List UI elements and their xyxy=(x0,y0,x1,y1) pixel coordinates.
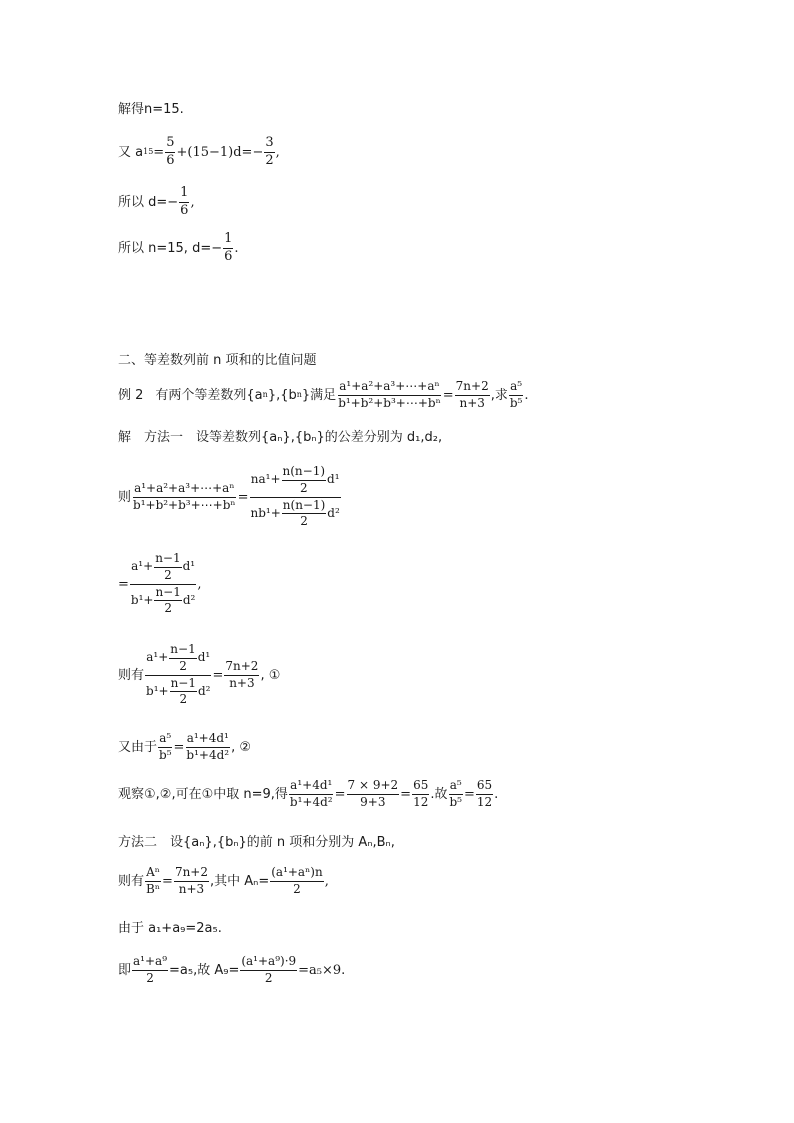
fraction-a5-b5 xyxy=(509,380,524,411)
example-text: }满足 xyxy=(301,387,337,403)
method-2-text: 方法二 设{aₙ},{bₙ}的前 n 项和分别为 Aₙ,Bₙ, xyxy=(118,835,395,850)
fraction-num: 5 xyxy=(165,136,175,153)
equals-sign: = xyxy=(237,489,249,505)
a15-expression: +(15−1)d=− xyxy=(176,144,264,160)
fraction-den: Bⁿ xyxy=(146,881,161,896)
a1-a9-line xyxy=(118,922,222,935)
fraction-num: a¹+4d¹ xyxy=(186,732,230,748)
fraction-den: 2 xyxy=(300,514,308,529)
fraction-den: n+3 xyxy=(459,395,485,410)
fraction-den: b¹+b²+b³+⋯+bⁿ xyxy=(133,497,236,512)
fraction-den: b¹+b²+b³+⋯+bⁿ xyxy=(338,395,441,410)
fraction-den: 2 xyxy=(179,692,188,707)
inner-fraction xyxy=(282,465,327,496)
term: d² xyxy=(182,592,196,607)
fraction-65-12 xyxy=(412,779,429,810)
fraction-den: b⁵ xyxy=(159,747,172,762)
fraction-num: 7n+2 xyxy=(174,866,209,882)
equals-sign: = xyxy=(162,873,173,889)
fraction-num: n−1 xyxy=(170,677,197,693)
section-heading xyxy=(118,354,317,367)
term: a¹+ xyxy=(146,650,169,665)
punct: , xyxy=(190,194,195,210)
fraction-num: a⁵ xyxy=(449,779,463,795)
inner-fraction xyxy=(154,586,181,617)
method-1-intro xyxy=(118,431,442,444)
fraction-7n2-n3 xyxy=(455,380,490,411)
fraction-num: a¹+4d¹ xyxy=(289,779,333,795)
fraction-num: a¹+a²+a³+⋯+aⁿ xyxy=(338,380,440,396)
term: nb¹+ xyxy=(250,505,281,520)
solve-n-line xyxy=(118,103,184,116)
fraction-den: n+3 xyxy=(229,675,255,690)
fraction-7n2-n3 xyxy=(174,866,209,897)
fraction-65-12-answer xyxy=(476,779,493,810)
equals-sign: = xyxy=(442,387,454,403)
term: na¹+ xyxy=(250,472,281,487)
fraction-3-2 xyxy=(264,136,274,169)
prefix: 又由于 xyxy=(118,739,158,755)
inner-fraction xyxy=(154,552,181,583)
fraction-num: a¹+a⁹ xyxy=(132,955,168,971)
fraction-den: 12 xyxy=(476,794,493,809)
fraction-den xyxy=(250,498,341,530)
fraction-num: 7n+2 xyxy=(455,380,490,396)
inner-fraction xyxy=(170,677,197,708)
fraction-7n2-n3 xyxy=(224,660,259,691)
fraction-num xyxy=(130,552,196,585)
fraction-a5-b5 xyxy=(448,779,463,810)
equation-1-line xyxy=(118,643,280,707)
fraction-num: 1 xyxy=(223,232,233,249)
fraction-An-formula xyxy=(270,866,323,897)
equation-marker-2: , ② xyxy=(231,739,252,755)
fraction-den: 2 xyxy=(179,658,187,673)
fraction-num: (a¹+aⁿ)n xyxy=(270,866,323,882)
solve-n-text: 解得n=15. xyxy=(118,102,184,117)
term: a¹+ xyxy=(131,559,154,574)
fraction-num: n−1 xyxy=(154,586,181,602)
fraction-den: b¹+4d² xyxy=(186,747,230,762)
fraction-substituted xyxy=(347,779,400,810)
punct: , xyxy=(324,873,329,889)
term: d¹ xyxy=(327,472,340,487)
fraction-5-6 xyxy=(165,136,175,169)
a9-end-text: =a₅×9. xyxy=(298,962,346,978)
equals-sign: = xyxy=(153,144,165,160)
section-heading-text: 二、等差数列前 n 项和的比值问题 xyxy=(118,353,317,368)
conclusion-line xyxy=(118,232,239,265)
a1-a9-text: 由于 a₁+a₉=2a₅. xyxy=(118,921,222,936)
prefix: 则有 xyxy=(118,667,145,683)
term: b¹+ xyxy=(146,683,169,698)
punct: . xyxy=(234,240,239,256)
term: b¹+ xyxy=(130,592,154,607)
fraction-num: n−1 xyxy=(169,643,196,659)
fraction-den: 2 xyxy=(146,970,154,985)
fraction-1-6 xyxy=(223,232,233,265)
fraction-den: 6 xyxy=(224,248,233,264)
fraction-den xyxy=(145,676,211,708)
fraction-num: 65 xyxy=(476,779,493,795)
equation-1-left-fraction xyxy=(145,643,211,707)
fraction-den: 12 xyxy=(413,794,429,809)
fraction-num: n(n−1) xyxy=(282,465,327,481)
equals-sign: = xyxy=(400,786,412,802)
equals-sign: = xyxy=(463,786,475,802)
prefix: 则有 xyxy=(118,873,145,889)
fraction-A9-formula xyxy=(240,955,297,986)
fraction-den: 2 xyxy=(299,480,308,495)
method-2-intro xyxy=(118,836,395,849)
equals-sign: = xyxy=(212,667,224,683)
a9-sum-line xyxy=(118,955,345,986)
fraction-4d xyxy=(185,732,230,763)
fraction-den: 9+3 xyxy=(360,794,386,809)
fraction-num: n−1 xyxy=(154,552,181,568)
where-text: ,其中 Aₙ= xyxy=(210,873,270,889)
fraction-den: b¹+4d² xyxy=(289,794,333,809)
fraction-den: 2 xyxy=(164,567,172,582)
inner-fraction xyxy=(282,499,327,530)
example-text: 有两个等差数列{a xyxy=(155,387,263,403)
equals-sign: = xyxy=(334,786,346,802)
prefix: 即 xyxy=(118,962,132,978)
fraction-den: n+3 xyxy=(178,881,205,896)
punct: . xyxy=(494,786,499,802)
term: d¹ xyxy=(182,559,196,574)
expanded-ratio-fraction xyxy=(250,465,341,529)
fraction-den: 2 xyxy=(164,601,172,616)
inner-fraction xyxy=(169,643,196,674)
therefore-text: .故 xyxy=(430,786,448,802)
punct: . xyxy=(524,387,529,403)
method-1-text: 解 方法一 设等差数列{aₙ},{bₙ}的公差分别为 d₁,d₂, xyxy=(118,430,443,445)
simplified-ratio-fraction xyxy=(130,552,196,616)
term: d² xyxy=(197,683,211,698)
example-2-line: 例 2 有两个等差数列{a n },{b n }满足 $\frac{\text{a¹+a²+a³+⋯+aⁿ}}{\text{b¹+b²+b³+⋯+bⁿ}}$ = $\frac{7n+2}{n+3}$ ,求 $\frac{\text{a⁵}}{\text{b⁵}}$ . xyxy=(118,379,529,410)
fraction-num: 7n+2 xyxy=(224,660,259,676)
fraction-num: a¹+a²+a³+⋯+aⁿ xyxy=(133,482,235,498)
fraction-den: 6 xyxy=(180,202,189,218)
observation-line xyxy=(118,779,498,810)
fraction-den: 2 xyxy=(293,881,301,896)
d-prefix: 所以 d=− xyxy=(118,194,179,210)
ratio-expansion-line xyxy=(118,465,342,529)
fraction-a1a9-2 xyxy=(132,955,168,986)
observation-text: 观察①,②,可在①中取 n=9,得 xyxy=(118,786,288,802)
fraction-den: 6 xyxy=(166,152,175,168)
fraction-num: a⁵ xyxy=(158,732,172,748)
equation-2-line xyxy=(118,732,251,763)
fraction-den: b⁵ xyxy=(509,395,523,410)
fraction-num: 3 xyxy=(264,136,274,153)
fraction-num: n(n−1) xyxy=(282,499,327,515)
fraction-num: 65 xyxy=(412,779,429,795)
fraction-den: 2 xyxy=(264,970,273,985)
fraction-1-6 xyxy=(179,186,189,219)
simplified-ratio-line xyxy=(118,552,202,616)
fraction-den xyxy=(130,585,196,617)
conclusion-prefix: 所以 n=15, d=− xyxy=(118,240,223,256)
a9-mid-text: =a₅,故 A₉= xyxy=(169,962,240,978)
fraction-num: Aⁿ xyxy=(145,866,161,882)
a15-line: 又 a 15 = $\frac{5}{6}$ +(15−1)d=− $\frac{3}{2}$ , xyxy=(118,135,280,168)
sum-ratio-fraction xyxy=(132,482,237,513)
example-label: 例 2 xyxy=(118,387,144,403)
fraction-num: a⁵ xyxy=(509,380,523,396)
example-ask: ,求 xyxy=(490,387,508,403)
prefix: 则 xyxy=(118,489,132,505)
fraction-den: 2 xyxy=(265,152,274,168)
d-value-line xyxy=(118,186,195,219)
fraction-num: (a¹+a⁹)·9 xyxy=(240,955,297,971)
term: d¹ xyxy=(197,650,211,665)
fraction-den: b⁵ xyxy=(449,794,462,809)
fraction-num: 7 × 9+2 xyxy=(347,779,400,795)
term: d² xyxy=(327,505,340,520)
ratio-sum-fraction xyxy=(337,380,442,411)
fraction-num xyxy=(250,465,341,498)
equation-marker-1: , ① xyxy=(260,667,281,683)
example-text: },{b xyxy=(267,387,297,403)
fraction-4d xyxy=(289,779,334,810)
fraction-num xyxy=(145,643,211,676)
a15-prefix: 又 a xyxy=(118,144,144,160)
equals-sign: = xyxy=(118,576,129,592)
method-2-ratio-line xyxy=(118,866,329,897)
equals-sign: = xyxy=(173,739,185,755)
punct: , xyxy=(197,576,202,592)
fraction-An-Bn xyxy=(145,866,161,897)
fraction-num: 1 xyxy=(179,186,189,203)
punct: , xyxy=(275,144,280,160)
fraction-a5-b5 xyxy=(158,732,173,763)
